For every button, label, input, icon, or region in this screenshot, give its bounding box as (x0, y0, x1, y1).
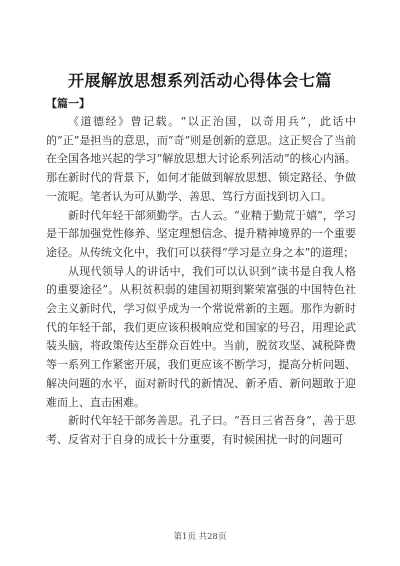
paragraph-3: 从现代领导人的讲话中，我们可以认识到“读书是自我人格的重要途径”。从积贫积弱的建国初期到繁荣富强的中国特色社会主义新时代，学习似乎成为一个常说常新的主题。那作为新时代的年轻干部，我们更应该积极响应党和国家的号召，用理论武装头脑，将政策传达至群众百姓中。当前，脱贫攻坚、减税降费等一系列工作紧密开展，我们更应该不断学习，提高分析问题、解决问题的水平，面对新时代的新情况、新矛盾、新问题敢于迎难而上、直击困难。 (46, 264, 356, 409)
document-body (46, 113, 356, 450)
paragraph-4: 新时代年轻干部务善思。孔子曰。“吾日三省吾身”，善于思考、反省对于自身的成长十分重要，有时候困扰一时的问题可 (46, 414, 356, 446)
paragraph-2: 新时代年轻干部须勤学。古人云。“业精于勤荒于嬉”，学习是干部加强党性修养、坚定理想信念、提升精神境界的一个重要途径。从传统文化中，我们可以获得“学习是立身之本”的道理； (46, 208, 356, 259)
document-title: 开展解放思想系列活动心得体会七篇 (67, 71, 332, 90)
page-footer: 第1页 共28页 (173, 532, 227, 542)
section-label: 【篇一】 (46, 97, 90, 110)
paragraph-1: 《道德经》曾记载。“以正治国，以奇用兵”，此话中的“正”是担当的意思，而“奇”则是创新的意思。这正契合了当前在全国各地兴起的学习“解放思想大讨论系列活动”的核心内涵。那在新时代的背景下，如何才能做到解放思想、锁定路径、争做一流呢。笔者认为可从勤学、善思、笃行方面找到切入口。 (46, 115, 356, 203)
